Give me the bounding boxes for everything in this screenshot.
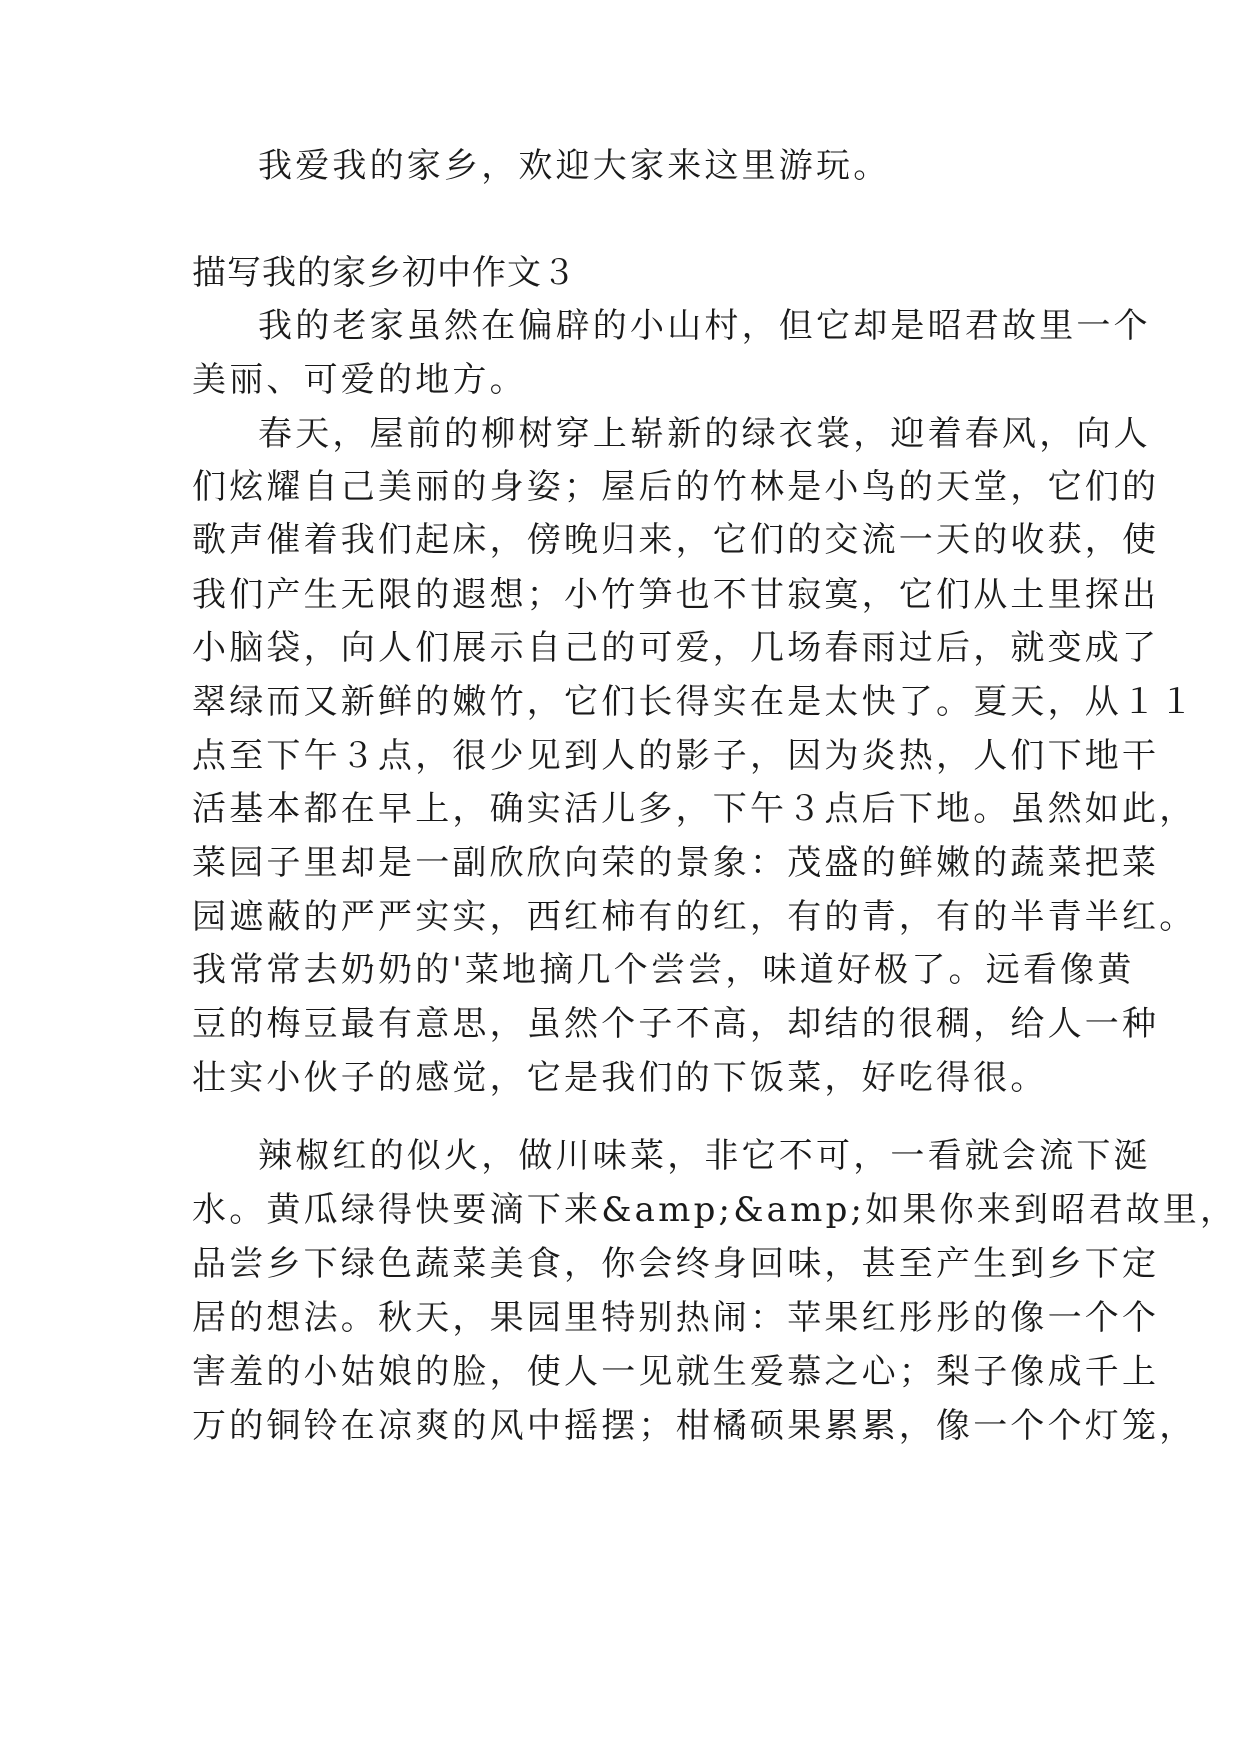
paragraph-line: 我的老家虽然在偏辟的小山村，但它却是昭君故里一个 bbox=[258, 306, 1151, 346]
paragraph-line: 点至下午３点，很少见到人的影子，因为炎热，人们下地干 bbox=[192, 736, 1160, 776]
paragraph-line: 豆的梅豆最有意思，虽然个子不高，却结的很稠，给人一种 bbox=[192, 1004, 1160, 1044]
paragraph-line: 辣椒红的似火，做川味菜，非它不可，一看就会流下涎 bbox=[258, 1136, 1151, 1176]
paragraph-line: 品尝乡下绿色蔬菜美食，你会终身回味，甚至产生到乡下定 bbox=[192, 1244, 1160, 1284]
paragraph-line: 们炫耀自己美丽的身姿；屋后的竹林是小鸟的天堂，它们的 bbox=[192, 467, 1160, 507]
closing-line: 我爱我的家乡，欢迎大家来这里游玩。 bbox=[258, 146, 891, 186]
paragraph-line: 美丽、可爱的地方。 bbox=[192, 360, 527, 400]
paragraph-line: 活基本都在早上，确实活儿多，下午３点后下地。虽然如此， bbox=[192, 789, 1197, 829]
paragraph-line: 我常常去奶奶的'菜地摘几个尝尝，味道好极了。远看像黄 bbox=[192, 950, 1135, 990]
paragraph-line: 害羞的小姑娘的脸，使人一见就生爱慕之心；梨子像成千上 bbox=[192, 1352, 1160, 1392]
paragraph-line: 万的铜铃在凉爽的风中摇摆；柑橘硕果累累，像一个个灯笼， bbox=[192, 1406, 1197, 1446]
paragraph-line: 菜园子里却是一副欣欣向荣的景象：茂盛的鲜嫩的蔬菜把菜 bbox=[192, 843, 1160, 883]
paragraph-line: 歌声催着我们起床，傍晚归来，它们的交流一天的收获，使 bbox=[192, 520, 1160, 560]
paragraph-line: 春天，屋前的柳树穿上崭新的绿衣裳，迎着春风，向人 bbox=[258, 414, 1151, 454]
paragraph-line: 壮实小伙子的感觉，它是我们的下饭菜，好吃得很。 bbox=[192, 1058, 1048, 1098]
section-title: 描写我的家乡初中作文３ bbox=[192, 253, 577, 293]
paragraph-line: 翠绿而又新鲜的嫩竹，它们长得实在是太快了。夏天，从１１ bbox=[192, 682, 1197, 722]
paragraph-line: 水。黄瓜绿得快要滴下来&amp;&amp;如果你来到昭君故里， bbox=[192, 1190, 1238, 1230]
paragraph-line: 小脑袋，向人们展示自己的可爱，几场春雨过后，就变成了 bbox=[192, 628, 1160, 668]
paragraph-line: 居的想法。秋天，果园里特别热闹：苹果红彤彤的像一个个 bbox=[192, 1298, 1160, 1338]
paragraph-line: 我们产生无限的遐想；小竹笋也不甘寂寞，它们从土里探出 bbox=[192, 575, 1160, 615]
paragraph-line: 园遮蔽的严严实实，西红柿有的红，有的青，有的半青半红。 bbox=[192, 897, 1197, 937]
